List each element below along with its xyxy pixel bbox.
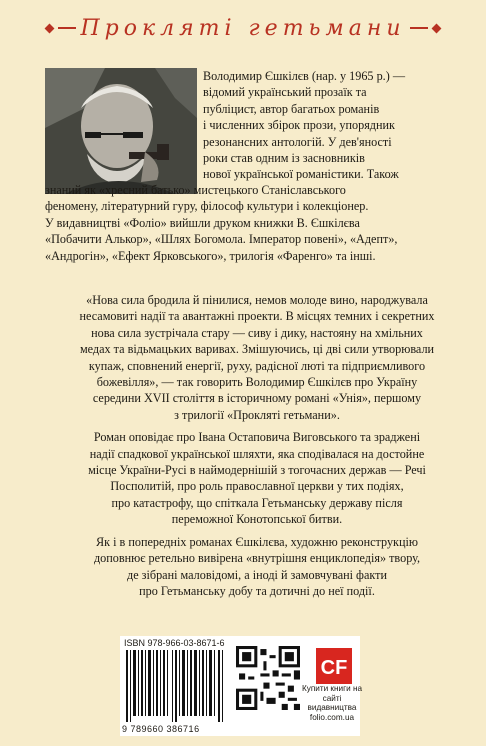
description-paragraph [42,292,472,423]
barcode-digits: 9 789660 386716 [122,724,200,734]
publisher-logo [316,648,352,684]
description-line: доповнює ретельно вивірена «внутрішня енциклопедія» твору, [93,551,421,566]
description-paragraph [42,534,472,600]
bio-line: резонансних антологій. У дев'яності [203,134,392,149]
book-description [42,292,472,605]
bio-line: відомий український прозаїк та [203,85,367,100]
isbn-barcode [120,636,230,736]
description-line: переможної Конотопської битви. [171,512,343,527]
qr-code-icon [236,646,300,710]
isbn-number: ISBN 978-966-03-8671-6 [124,638,225,648]
description-line: божевілля», — так говорить Володимир Єшкілєв про Україну [96,375,418,390]
header-banner [0,12,486,44]
description-line: «Нова сила бродила й пінилися, немов молоде вино, народжувала [86,293,428,307]
ornament-diamond [431,23,441,33]
bio-line: нової української романістики. Також [203,167,399,182]
barcode-icon [120,636,230,736]
description-line: нова сила зустрічала стару — сиву і дику, настояну на хмільних [91,325,423,340]
bio-line: роки став одним із засновників [203,151,365,166]
publisher-promo: Купити книги на сайті видавництва folio.com.ua [301,684,363,722]
description-line: несамовиті надії та авантажні проекти. В місцях темних і секретних [79,309,435,324]
ornament-diamond [45,23,55,33]
description-line: де зібрані маловідомі, а іноді й замовчувані факти [127,567,387,582]
publisher-logo-icon [316,648,352,684]
series-title: Прокляті гетьмани [80,15,406,41]
description-line: середини XVII століття в історичному романі «Унія», першому [92,391,422,406]
logo-text: CF [320,657,348,679]
description-line: з трилогії «Прокляті гетьмани». [174,407,340,422]
description-line: медах та відьмацьких варивах. Змішуючись, ці дві сили утворювали [79,342,435,357]
author-bio [203,68,471,183]
description-paragraph [42,429,472,527]
bio-line: знаний як «хресний батько» мистецького Станіславського [45,183,346,197]
bio-line: і численних збірок прози, упорядник [203,118,395,133]
description-line: Посполитій, про роль православної церкви у тих подіях, [110,479,404,494]
description-line: Як і в попередніх романах Єшкілєва, художню реконструкцію [96,534,418,549]
description-line: про Гетьманську добу та дотичні до неї події. [139,583,375,598]
bio-line: публіцист, автор багатьох романів [203,101,380,116]
description-line: купаж, сповнений енергії, руху, радісної люті та підприємливого [88,358,426,373]
ornament-rule [58,27,76,29]
bio-line: «Андрогін», «Ефект Ярковського», трилогія «Фаренго» та інші. [45,248,376,263]
bio-line: феномену, літературний гуру, філософ культури і колекціонер. [45,199,369,214]
author-bio-continued [45,182,471,264]
author-photo [45,68,197,194]
bio-line: Володимир Єшкілєв (нар. у 1965 р.) — [203,69,406,83]
description-line: надії спадкової української шляхти, яка сподівалася на достойне [89,446,425,461]
bio-line: «Побачити Алькор», «Шлях Богомола. Імператор повені», «Адепт», [45,232,398,247]
description-line: місце України-Русі в наймодернішій з тогочасних держав — Речі [88,463,426,478]
description-line: Роман оповідає про Івана Остаповича Виговського та зраджені [93,430,421,445]
description-line: про катастрофу, що спіткала Гетьманську державу після [111,495,403,510]
bio-line: У видавництві «Фоліо» вийшли друком книжки В. Єшкілєва [45,215,360,230]
ornament-rule [410,27,428,29]
